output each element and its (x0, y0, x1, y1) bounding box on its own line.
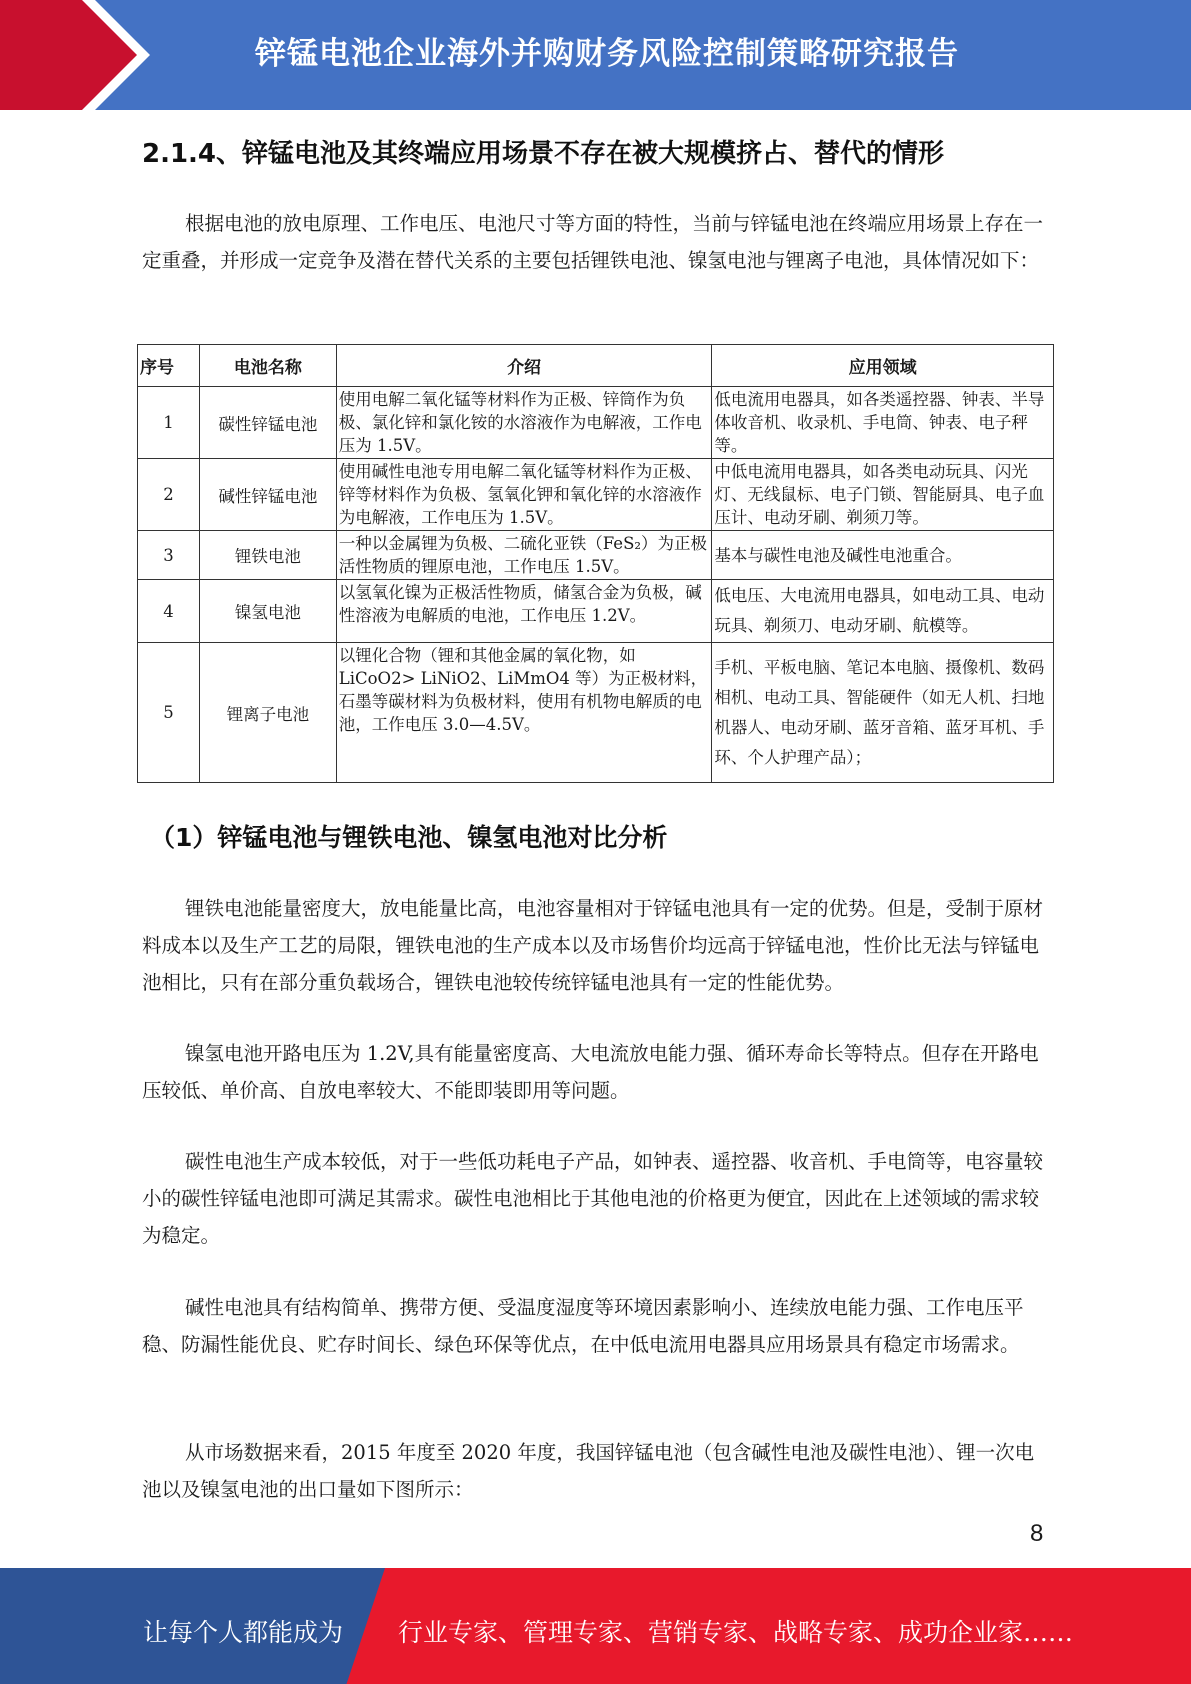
row-no: 3 (138, 531, 200, 580)
row-no: 2 (138, 459, 200, 531)
header-cell-no: 序号 (138, 345, 200, 387)
table-row (138, 643, 1054, 783)
battery-comparison-table (137, 344, 1054, 783)
row-intro: 一种以金属锂为负极、二硫化亚铁（FeS₂）为正极活性物质的锂原电池，工作电压 1.5V。 (336, 531, 712, 580)
row-application: 中低电流用电器具，如各类电动玩具、闪光灯、无线鼠标、电子门锁、智能厨具、电子血压计、电动牙刷、剃须刀等。 (712, 459, 1054, 531)
row-battery-name: 镍氢电池 (199, 580, 336, 643)
row-intro: 使用电解二氧化锰等材料作为正极、锌筒作为负极、氯化锌和氯化铵的水溶液作为电解液，工作电压为 1.5V。 (336, 387, 712, 459)
table-row (138, 459, 1054, 531)
row-application: 手机、平板电脑、笔记本电脑、摄像机、数码相机、电动工具、智能硬件（如无人机、扫地机器人、电动牙刷、蓝牙音箱、蓝牙耳机、手环、个人护理产品）； (712, 643, 1054, 783)
table-row (138, 580, 1054, 643)
header-cell-application: 应用领域 (712, 345, 1054, 387)
subsection-title: （1）锌锰电池与锂铁电池、镍氢电池对比分析 (150, 823, 668, 852)
header-cell-name: 电池名称 (199, 345, 336, 387)
intro-paragraph: 根据电池的放电原理、工作电压、电池尺寸等方面的特性，当前与锌锰电池在终端应用场景上存在一定重叠，并形成一定竞争及潜在替代关系的主要包括锂铁电池、镍氢电池与锂离子电池，具体情况如下： (142, 212, 1044, 272)
row-battery-name: 锂离子电池 (199, 643, 336, 783)
body-paragraph: 镍氢电池开路电压为 1.2V,具有能量密度高、大电流放电能力强、循环寿命长等特点。但存在开路电压较低、单价高、自放电率较大、不能即装即用等问题。 (142, 1042, 1039, 1102)
page-number: 8 (1030, 1520, 1044, 1547)
row-intro: 以氢氧化镍为正极活性物质，储氢合金为负极，碱性溶液为电解质的电池，工作电压 1.2V。 (336, 580, 712, 643)
row-battery-name: 锂铁电池 (199, 531, 336, 580)
row-intro: 使用碱性电池专用电解二氧化锰等材料作为正极、锌等材料作为负极、氢氧化钾和氧化锌的水溶液作为电解液，工作电压为 1.5V。 (336, 459, 712, 531)
footer-slogan-right: 行业专家、管理专家、营销专家、战略专家、成功企业家…… (398, 1618, 1074, 1647)
row-battery-name: 碱性锌锰电池 (199, 459, 336, 531)
header-cell-intro: 介绍 (336, 345, 712, 387)
header-chevron-decoration (0, 0, 150, 110)
header-banner (0, 0, 1191, 110)
table-row (138, 531, 1054, 580)
row-application: 基本与碳性电池及碱性电池重合。 (712, 531, 1054, 580)
body-paragraph: 从市场数据来看，2015 年度至 2020 年度，我国锌锰电池（包含碱性电池及碳性电池）、锂一次电池以及镍氢电池的出口量如下图所示： (142, 1441, 1035, 1501)
row-no: 1 (138, 387, 200, 459)
row-application: 低电压、大电流用电器具，如电动工具、电动玩具、剃须刀、电动牙刷、航模等。 (712, 580, 1054, 643)
body-paragraph: 碳性电池生产成本较低，对于一些低功耗电子产品，如钟表、遥控器、收音机、手电筒等，电容量较小的碳性锌锰电池即可满足其需求。碳性电池相比于其他电池的价格更为便宜，因此在上述领域的需求较为稳定。 (142, 1150, 1044, 1247)
row-application: 低电流用电器具，如各类遥控器、钟表、半导体收音机、收录机、手电筒、钟表、电子秤等。 (712, 387, 1054, 459)
row-battery-name: 碳性锌锰电池 (199, 387, 336, 459)
table-header-row (138, 345, 1054, 387)
row-no: 4 (138, 580, 200, 643)
row-no: 5 (138, 643, 200, 783)
body-paragraph: 锂铁电池能量密度大，放电能量比高，电池容量相对于锌锰电池具有一定的优势。但是，受制于原材料成本以及生产工艺的局限，锂铁电池的生产成本以及市场售价均远高于锌锰电池，性价比无法与锌锰电池相比，只有在部分重负载场合，锂铁电池较传统锌锰电池具有一定的性能优势。 (142, 897, 1044, 994)
table-row (138, 387, 1054, 459)
section-title: 2.1.4、锌锰电池及其终端应用场景不存在被大规模挤占、替代的情形 (142, 139, 945, 169)
report-title: 锌锰电池企业海外并购财务风险控制策略研究报告 (255, 36, 959, 72)
footer-banner (0, 1568, 1191, 1684)
footer-slogan-left: 让每个人都能成为 (143, 1618, 344, 1647)
row-intro: 以锂化合物（锂和其他金属的氧化物，如 LiCoO2> LiNiO2、LiMmO4 等）为正极材料，石墨等碳材料为负极材料，使用有机物电解质的电池，工作电压 3.0—4.5V。 (336, 643, 712, 783)
body-paragraph: 碱性电池具有结构简单、携带方便、受温度湿度等环境因素影响小、连续放电能力强、工作电压平稳、防漏性能优良、贮存时间长、绿色环保等优点，在中低电流用电器具应用场景具有稳定市场需求。 (142, 1296, 1024, 1356)
